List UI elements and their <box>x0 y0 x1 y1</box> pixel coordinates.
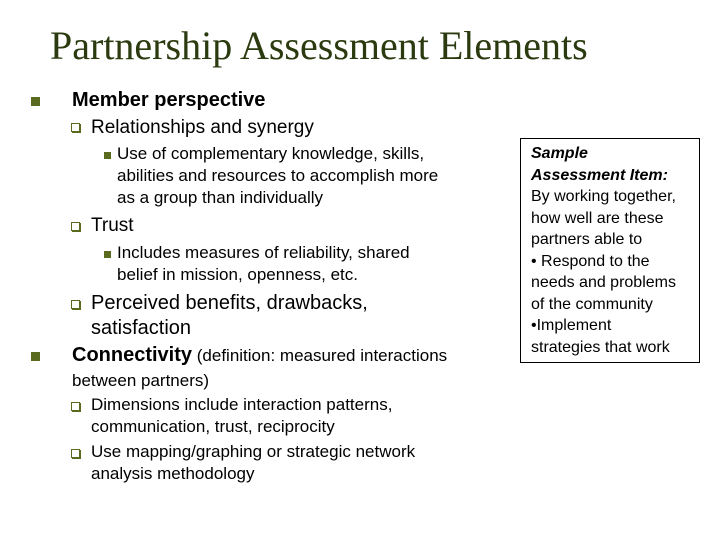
square-bullet-icon <box>104 251 111 258</box>
trust-detail-line: belief in mission, openness, etc. <box>117 265 358 284</box>
square-bullet-icon <box>31 97 40 106</box>
hollow-square-bullet-icon <box>71 123 80 132</box>
trust-item: Trust <box>91 215 134 236</box>
callout-line: of the community <box>531 295 653 313</box>
callout-line: •Implement <box>531 317 612 334</box>
relationships-detail-line: as a group than individually <box>117 188 324 207</box>
perceived-benefits-line: satisfaction <box>91 317 192 339</box>
callout-heading-line: Sample <box>531 145 588 162</box>
hollow-square-bullet-icon <box>71 222 80 231</box>
callout-line: • Respond to the <box>531 252 650 270</box>
callout-line: By working together, <box>531 188 676 205</box>
callout-line: how well are these <box>531 209 664 227</box>
hollow-square-bullet-icon <box>71 402 80 411</box>
callout-line: needs and problems <box>531 274 676 291</box>
perceived-benefits-line: Perceived benefits, drawbacks, <box>91 292 368 314</box>
mapping-line: Use mapping/graphing or strategic network <box>91 442 416 461</box>
connectivity-heading <box>72 344 447 367</box>
dimensions-line: Dimensions include interaction patterns, <box>91 395 393 414</box>
hollow-square-bullet-icon <box>71 449 80 458</box>
square-bullet-icon <box>31 352 40 361</box>
member-perspective-heading: Member perspective <box>72 89 266 111</box>
trust-detail-line: Includes measures of reliability, shared <box>117 243 410 262</box>
relationships-detail-line: abilities and resources to accomplish more <box>117 166 439 185</box>
connectivity-definition: (definition: measured interactions <box>192 346 448 365</box>
square-bullet-icon <box>104 152 111 159</box>
mapping-line: analysis methodology <box>91 464 255 483</box>
connectivity-label: Connectivity <box>72 344 193 366</box>
slide-title: Partnership Assessment Elements <box>50 23 588 68</box>
callout-line: strategies that work <box>531 338 670 356</box>
dimensions-line: communication, trust, reciprocity <box>91 417 335 436</box>
sample-assessment-callout <box>520 138 700 363</box>
hollow-square-bullet-icon <box>71 300 80 309</box>
connectivity-definition-cont: between partners) <box>72 371 210 390</box>
relationships-item: Relationships and synergy <box>91 117 314 138</box>
callout-line: partners able to <box>531 231 643 248</box>
relationships-detail-line: Use of complementary knowledge, skills, <box>117 144 425 163</box>
callout-heading-line: Assessment Item: <box>531 166 668 184</box>
